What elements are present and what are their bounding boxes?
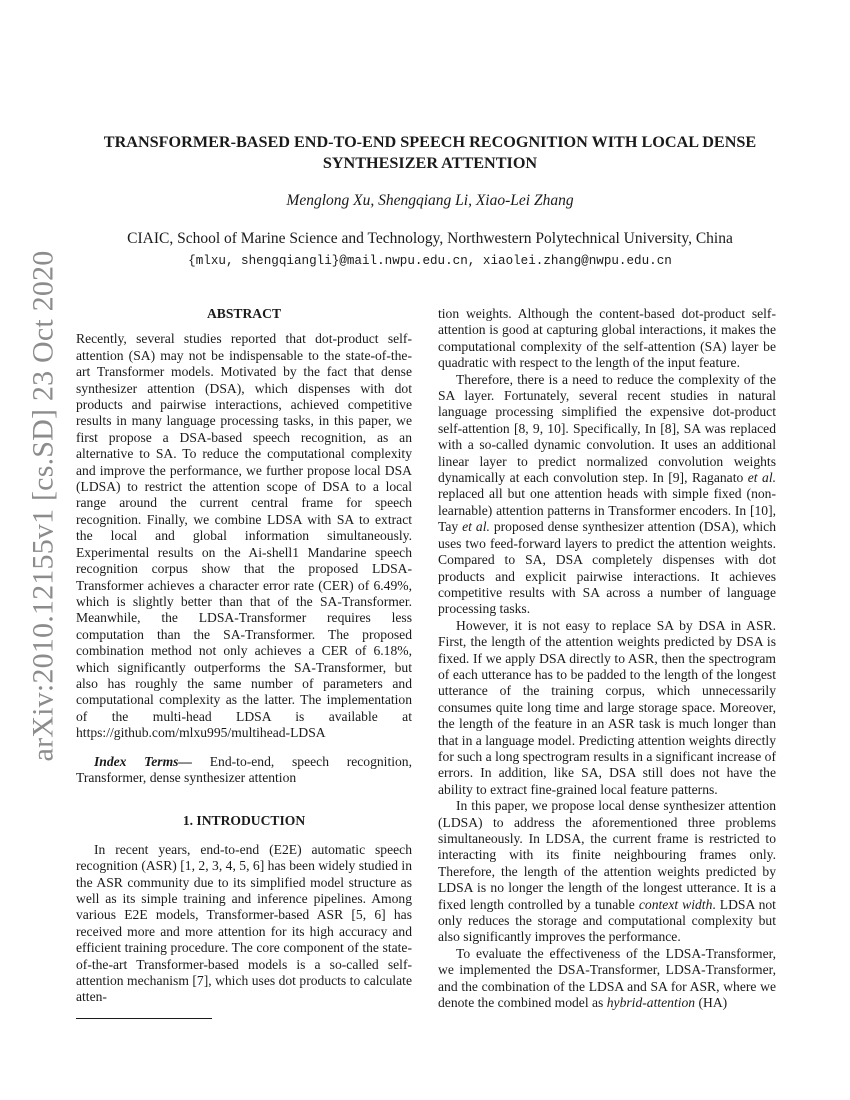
intro-p2-part-c: proposed dense synthesizer attention (DSA), which uses two feed-forward layers to predict the attention weights. Compared to SA, DSA completely dispenses with dot products and explicit pairwise interactions. It achieves competitive results with SA across a number of language processing tasks.	[438, 519, 776, 617]
intro-p2-etal-1: et al.	[747, 470, 776, 486]
arxiv-stamp	[20, 250, 66, 762]
abstract-heading: ABSTRACT	[206, 306, 282, 321]
title-line-2: SYNTHESIZER ATTENTION	[322, 154, 538, 172]
intro-paragraph-1-left: In recent years, end-to-end (E2E) automatic speech recognition (ASR) [1, 2, 3, 4, 5, 6] has been widely studied in the ASR community due to its simplified model structure as well as its simple training and inference pipelines. Among various E2E models, Transformer-based ASR [5, 6] has received more and more attention for its high accuracy and efficient training procedure. The core component of the state-of-the-art Transformer-based models is a so-called self-attention mechanism [7], which uses dot products to calculate atten-	[76, 841, 412, 1005]
right-column	[438, 306, 776, 1011]
index-terms	[76, 754, 412, 787]
intro-p4-part-a: In this paper, we propose local dense synthesizer attention (LDSA) to address the aforementioned three problems simultaneously. In LDSA, the current frame is restricted to interacting with its finite neighbouring frames only. Therefore, the length of the attention weights predicted by LDSA is no longer the length of the longest utterance. It is a fixed length controlled by a tunable	[438, 798, 776, 912]
left-column	[76, 306, 412, 1019]
title-line-1: TRANSFORMER-BASED END-TO-END SPEECH RECOGNITION WITH LOCAL DENSE	[103, 133, 757, 151]
intro-paragraph-2	[438, 372, 776, 618]
intro-p2-part-a: Therefore, there is a need to reduce the complexity of the SA layer. Fortunately, several recent studies in natural language processing simplified the expensive dot-product self-attention [8, 9, 10]. Specifically, In [8], SA was replaced with a so-called dynamic convolution. It uses an additional linear layer to predict normalized convolution weights dynamically at each convolution step. In [9], Raganato	[438, 371, 776, 486]
intro-p2-etal-2: et al.	[462, 519, 490, 535]
intro-p5-part-a: To evaluate the effectiveness of the LDSA-Transformer, we implemented the DSA-Transformer, LDSA-Transformer, and the combination of the LDSA and SA for ASR, where we denote the combined model as	[438, 945, 776, 1011]
intro-paragraph-3: However, it is not easy to replace SA by DSA in ASR. First, the length of the attention weights predicted by DSA is fixed. If we apply DSA directly to ASR, then the spectrogram of each utterance has to be padded to the length of the longest utterance of the training corpus, which unnecessarily consumes quite long time and large storage space. Moreover, the length of the feature in an ASR task is much longer than that in a language model. Predicting attention weights directly for such a long spectrogram results in a significant increase of errors. In addition, like SA, DSA still does not have the ability to extract fine-grained local feature patterns.	[438, 617, 776, 797]
authors: Menglong Xu, Shengqiang Li, Xiao-Lei Zhang	[286, 192, 574, 209]
intro-p5-hybrid-attention: hybrid-attention	[606, 995, 696, 1011]
footnote-rule	[76, 1018, 212, 1019]
emails: {mlxu, shengqiangli}@mail.nwpu.edu.cn, xiaolei.zhang@nwpu.edu.cn	[188, 254, 672, 268]
intro-paragraph-4	[438, 798, 776, 946]
introduction-heading: 1. INTRODUCTION	[182, 813, 306, 829]
index-terms-label: Index Terms—	[94, 753, 193, 769]
intro-paragraph-1-right: tion weights. Although the content-based dot-product self-attention is good at capturing global interactions, it makes the computational complexity of the self-attention (SA) layer be quadratic with respect to the length of the input feature.	[438, 306, 776, 371]
intro-p4-part-b: . LDSA not only reduces the storage and computational complexity but also significantly improves the performance.	[438, 896, 776, 945]
affiliation: CIAIC, School of Marine Science and Technology, Northwestern Polytechnical University, China	[127, 230, 733, 247]
intro-p4-context-width: context width	[638, 896, 713, 912]
abstract-text: Recently, several studies reported that dot-product self-attention (SA) may not be indispensable to the state-of-the-art Transformer models. Motivated by the fact that dense synthesizer attention (DSA), which dispenses with dot products and pairwise interactions, achieved competitive results in many language processing tasks, in this paper, we first propose a DSA-based speech recognition, as an alternative to SA. To reduce the computational complexity and improve the performance, we further propose local DSA (LDSA) to restrict the attention scope of DSA to a local range around the current central frame for speech recognition. Finally, we combine LDSA with SA to extract the local and global information simultaneously. Experimental results on the Ai-shell1 Mandarine speech recognition corpus show that the proposed LDSA-Transformer achieves a character error rate (CER) of 6.49%, which is slightly better than that of the SA-Transformer. Meanwhile, the LDSA-Transformer requires less computation than the SA-Transformer. The proposed combination method not only achieves a CER of 6.18%, which significantly outperforms the SA-Transformer, but also has roughly the same number of parameters and computational complexity as the latter. The implementation of the multi-head LDSA is available at https://github.com/mlxu995/multihead-LDSA	[76, 331, 412, 741]
index-terms-text: End-to-end, speech recognition, Transformer, dense synthesizer attention	[76, 753, 413, 785]
intro-paragraph-5	[438, 946, 776, 1012]
arxiv-stamp-text: arXiv:2010.12155v1 [cs.SD] 23 Oct 2020	[26, 250, 60, 762]
paper-title	[80, 132, 780, 174]
intro-p5-part-b: (HA)	[695, 995, 728, 1011]
intro-p2-part-b: replaced all but one attention heads with simple fixed (non-learnable) attention patterns in Transformer encoders. In [10], Tay	[438, 486, 776, 535]
